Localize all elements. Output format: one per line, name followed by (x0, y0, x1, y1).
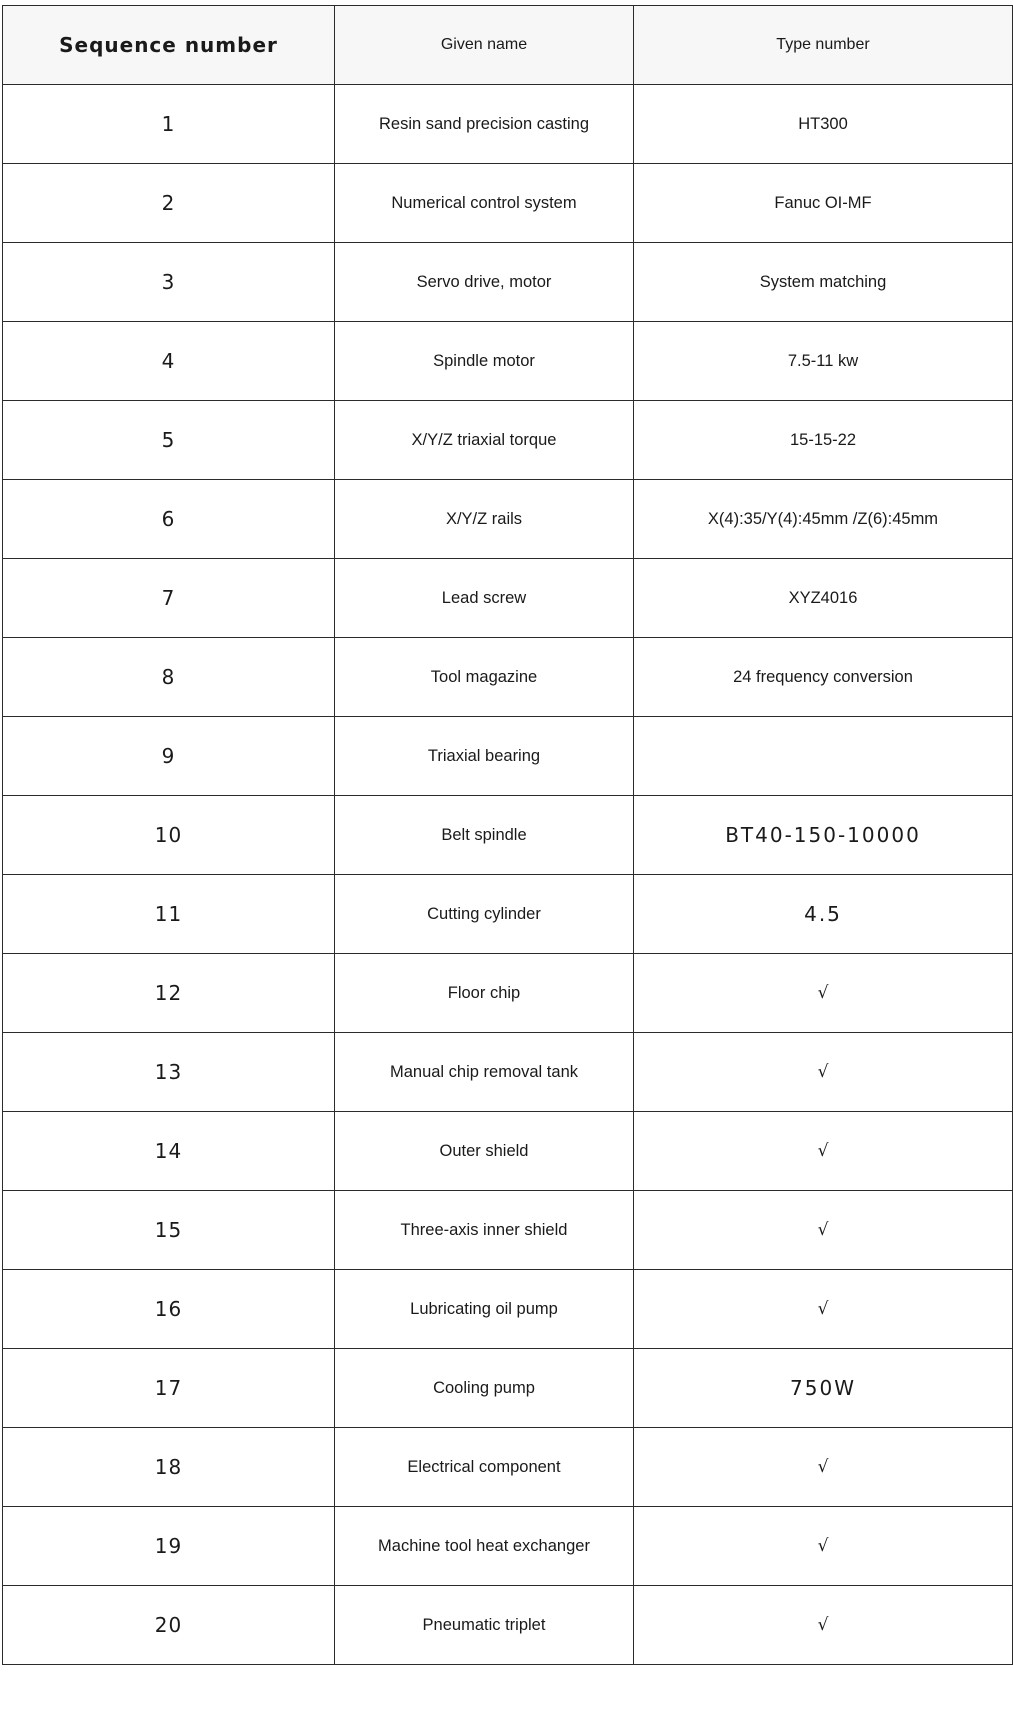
sequence-number-cell: 11 (3, 875, 335, 954)
type-number-cell: √ (634, 1191, 1013, 1270)
type-number-cell: 7.5-11 kw (634, 322, 1013, 401)
sequence-number-cell: 8 (3, 638, 335, 717)
header-type-number: Type number (634, 6, 1013, 85)
given-name-cell: Numerical control system (335, 164, 634, 243)
sequence-number-cell: 17 (3, 1349, 335, 1428)
type-number-cell: √ (634, 954, 1013, 1033)
sequence-number-cell: 5 (3, 401, 335, 480)
type-number-cell: System matching (634, 243, 1013, 322)
table-row (3, 85, 1013, 164)
table-row (3, 480, 1013, 559)
sequence-number-cell: 14 (3, 1112, 335, 1191)
header-row (3, 6, 1013, 85)
given-name-cell: Spindle motor (335, 322, 634, 401)
type-number-cell: √ (634, 1270, 1013, 1349)
table-row (3, 1033, 1013, 1112)
table-row (3, 401, 1013, 480)
given-name-cell: Manual chip removal tank (335, 1033, 634, 1112)
type-number-cell: √ (634, 1033, 1013, 1112)
given-name-cell: X/Y/Z rails (335, 480, 634, 559)
sequence-number-cell: 13 (3, 1033, 335, 1112)
given-name-cell: Outer shield (335, 1112, 634, 1191)
table-header (3, 6, 1013, 85)
specification-table (2, 5, 1013, 1665)
table-row (3, 717, 1013, 796)
table-row (3, 559, 1013, 638)
sequence-number-cell: 18 (3, 1428, 335, 1507)
given-name-cell: Machine tool heat exchanger (335, 1507, 634, 1586)
table-row (3, 1507, 1013, 1586)
table-row (3, 322, 1013, 401)
spec-table-container (2, 5, 1013, 1665)
table-body (3, 85, 1013, 1665)
sequence-number-cell: 3 (3, 243, 335, 322)
given-name-cell: Tool magazine (335, 638, 634, 717)
sequence-number-cell: 15 (3, 1191, 335, 1270)
table-row (3, 1428, 1013, 1507)
sequence-number-cell: 19 (3, 1507, 335, 1586)
sequence-number-cell: 1 (3, 85, 335, 164)
sequence-number-cell: 10 (3, 796, 335, 875)
type-number-cell: 24 frequency conversion (634, 638, 1013, 717)
sequence-number-cell: 4 (3, 322, 335, 401)
given-name-cell: Three-axis inner shield (335, 1191, 634, 1270)
table-row (3, 796, 1013, 875)
given-name-cell: Lead screw (335, 559, 634, 638)
given-name-cell: Cutting cylinder (335, 875, 634, 954)
given-name-cell: Electrical component (335, 1428, 634, 1507)
table-row (3, 638, 1013, 717)
header-given-name: Given name (335, 6, 634, 85)
type-number-cell (634, 717, 1013, 796)
given-name-cell: X/Y/Z triaxial torque (335, 401, 634, 480)
given-name-cell: Triaxial bearing (335, 717, 634, 796)
type-number-cell: BT40-150-10000 (634, 796, 1013, 875)
type-number-cell: 750W (634, 1349, 1013, 1428)
header-sequence-number: Sequence number (3, 6, 335, 85)
type-number-cell: 4.5 (634, 875, 1013, 954)
table-row (3, 1586, 1013, 1665)
type-number-cell: XYZ4016 (634, 559, 1013, 638)
given-name-cell: Cooling pump (335, 1349, 634, 1428)
table-row (3, 1112, 1013, 1191)
type-number-cell: √ (634, 1586, 1013, 1665)
given-name-cell: Floor chip (335, 954, 634, 1033)
given-name-cell: Pneumatic triplet (335, 1586, 634, 1665)
given-name-cell: Resin sand precision casting (335, 85, 634, 164)
type-number-cell: Fanuc OI-MF (634, 164, 1013, 243)
sequence-number-cell: 6 (3, 480, 335, 559)
sequence-number-cell: 20 (3, 1586, 335, 1665)
sequence-number-cell: 16 (3, 1270, 335, 1349)
type-number-cell: 15-15-22 (634, 401, 1013, 480)
table-row (3, 1191, 1013, 1270)
type-number-cell: √ (634, 1428, 1013, 1507)
given-name-cell: Lubricating oil pump (335, 1270, 634, 1349)
sequence-number-cell: 2 (3, 164, 335, 243)
table-row (3, 875, 1013, 954)
sequence-number-cell: 7 (3, 559, 335, 638)
table-row (3, 243, 1013, 322)
given-name-cell: Servo drive, motor (335, 243, 634, 322)
sequence-number-cell: 9 (3, 717, 335, 796)
type-number-cell: √ (634, 1112, 1013, 1191)
type-number-cell: HT300 (634, 85, 1013, 164)
table-row (3, 954, 1013, 1033)
table-row (3, 164, 1013, 243)
type-number-cell: X(4):35/Y(4):45mm /Z(6):45mm (634, 480, 1013, 559)
sequence-number-cell: 12 (3, 954, 335, 1033)
table-row (3, 1349, 1013, 1428)
type-number-cell: √ (634, 1507, 1013, 1586)
table-row (3, 1270, 1013, 1349)
given-name-cell: Belt spindle (335, 796, 634, 875)
